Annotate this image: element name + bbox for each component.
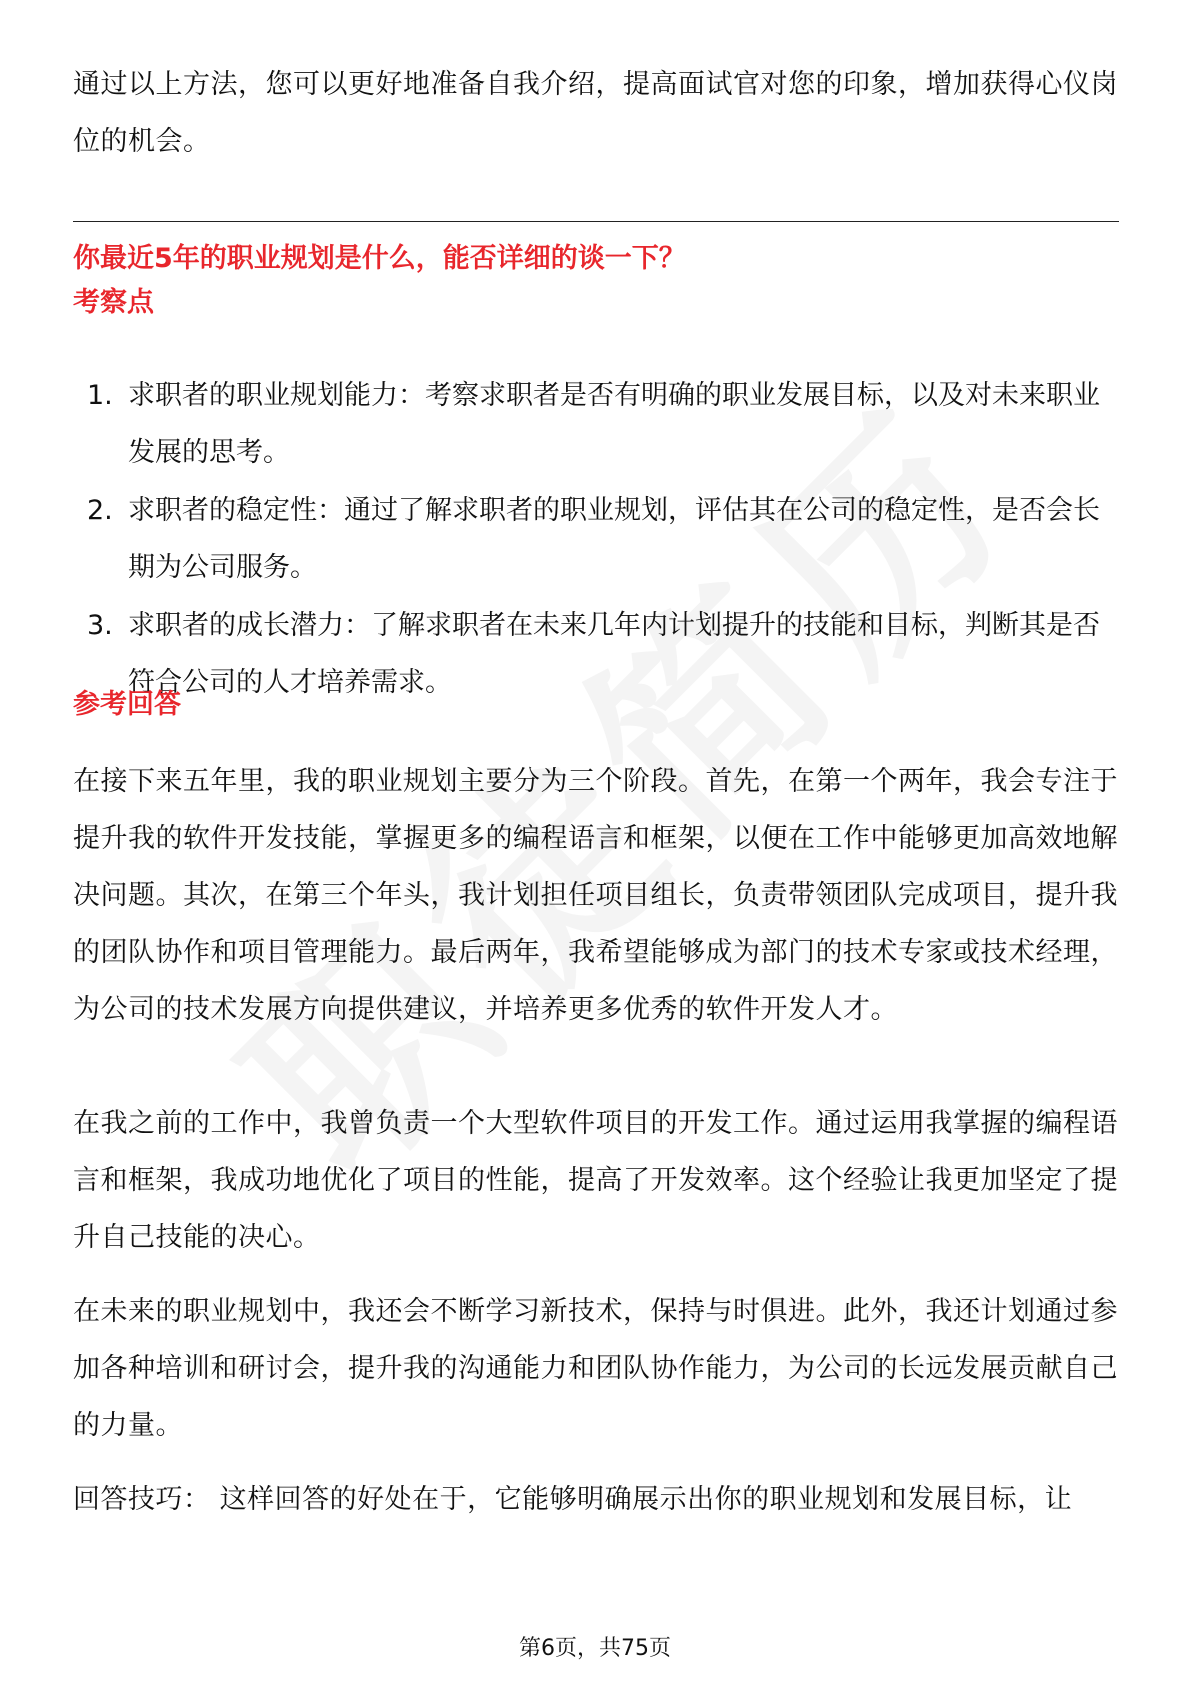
answer-paragraph-3	[73, 1283, 1119, 1454]
inspection-heading: 考察点	[73, 287, 154, 318]
answer-tip	[73, 1471, 1119, 1528]
list-item-text: 求职者的职业规划能力：考察求职者是否有明确的职业发展目标，以及对未来职业发展的思考。	[128, 380, 1100, 468]
list-item	[73, 597, 1119, 711]
answer-text: 在未来的职业规划中，我还会不断学习新技术，保持与时俱进。此外，我还计划通过参加各种培训和研讨会，提升我的沟通能力和团队协作能力，为公司的长远发展贡献自己的力量。	[73, 1296, 1118, 1441]
answer-paragraph-1	[73, 753, 1119, 1038]
intro-section	[73, 56, 1119, 170]
question-title: 你最近5年的职业规划是什么，能否详细的谈一下？	[73, 243, 686, 274]
intro-paragraph: 通过以上方法，您可以更好地准备自我介绍，提高面试官对您的印象，增加获得心仪岗位的机会。	[73, 69, 1118, 157]
list-item-text: 求职者的稳定性：通过了解求职者的职业规划，评估其在公司的稳定性，是否会长期为公司服务。	[128, 495, 1100, 583]
list-item-number: 1.	[87, 380, 113, 411]
answer-text: 在接下来五年里，我的职业规划主要分为三个阶段。首先，在第一个两年，我会专注于提升我的软件开发技能，掌握更多的编程语言和框架，以便在工作中能够更加高效地解决问题。其次，在第三个年头，我计划担任项目组长，负责带领团队完成项目，提升我的团队协作和项目管理能力。最后两年，我希望能够成为部门的技术专家或技术经理，为公司的技术发展方向提供建议，并培养更多优秀的软件开发人才。	[73, 766, 1118, 1025]
reference-heading: 参考回答	[73, 689, 181, 720]
page-number: 第6页，共75页	[519, 1636, 671, 1661]
answer-paragraph-2	[73, 1095, 1119, 1266]
answer-text: 在我之前的工作中，我曾负责一个大型软件项目的开发工作。通过运用我掌握的编程语言和框架，我成功地优化了项目的性能，提高了开发效率。这个经验让我更加坚定了提升自己技能的决心。	[73, 1108, 1118, 1253]
list-item	[73, 367, 1119, 481]
list-item-number: 3.	[87, 610, 113, 641]
list-item-number: 2.	[87, 495, 113, 526]
list-item	[73, 482, 1119, 596]
section-divider	[73, 221, 1119, 222]
list-item-text: 求职者的成长潜力：了解求职者在未来几年内计划提升的技能和目标，判断其是否符合公司的人才培养需求。	[128, 610, 1100, 698]
inspection-list	[73, 367, 1119, 712]
answer-tip-text: 回答技巧： 这样回答的好处在于，它能够明确展示出你的职业规划和发展目标，让	[73, 1484, 1073, 1515]
